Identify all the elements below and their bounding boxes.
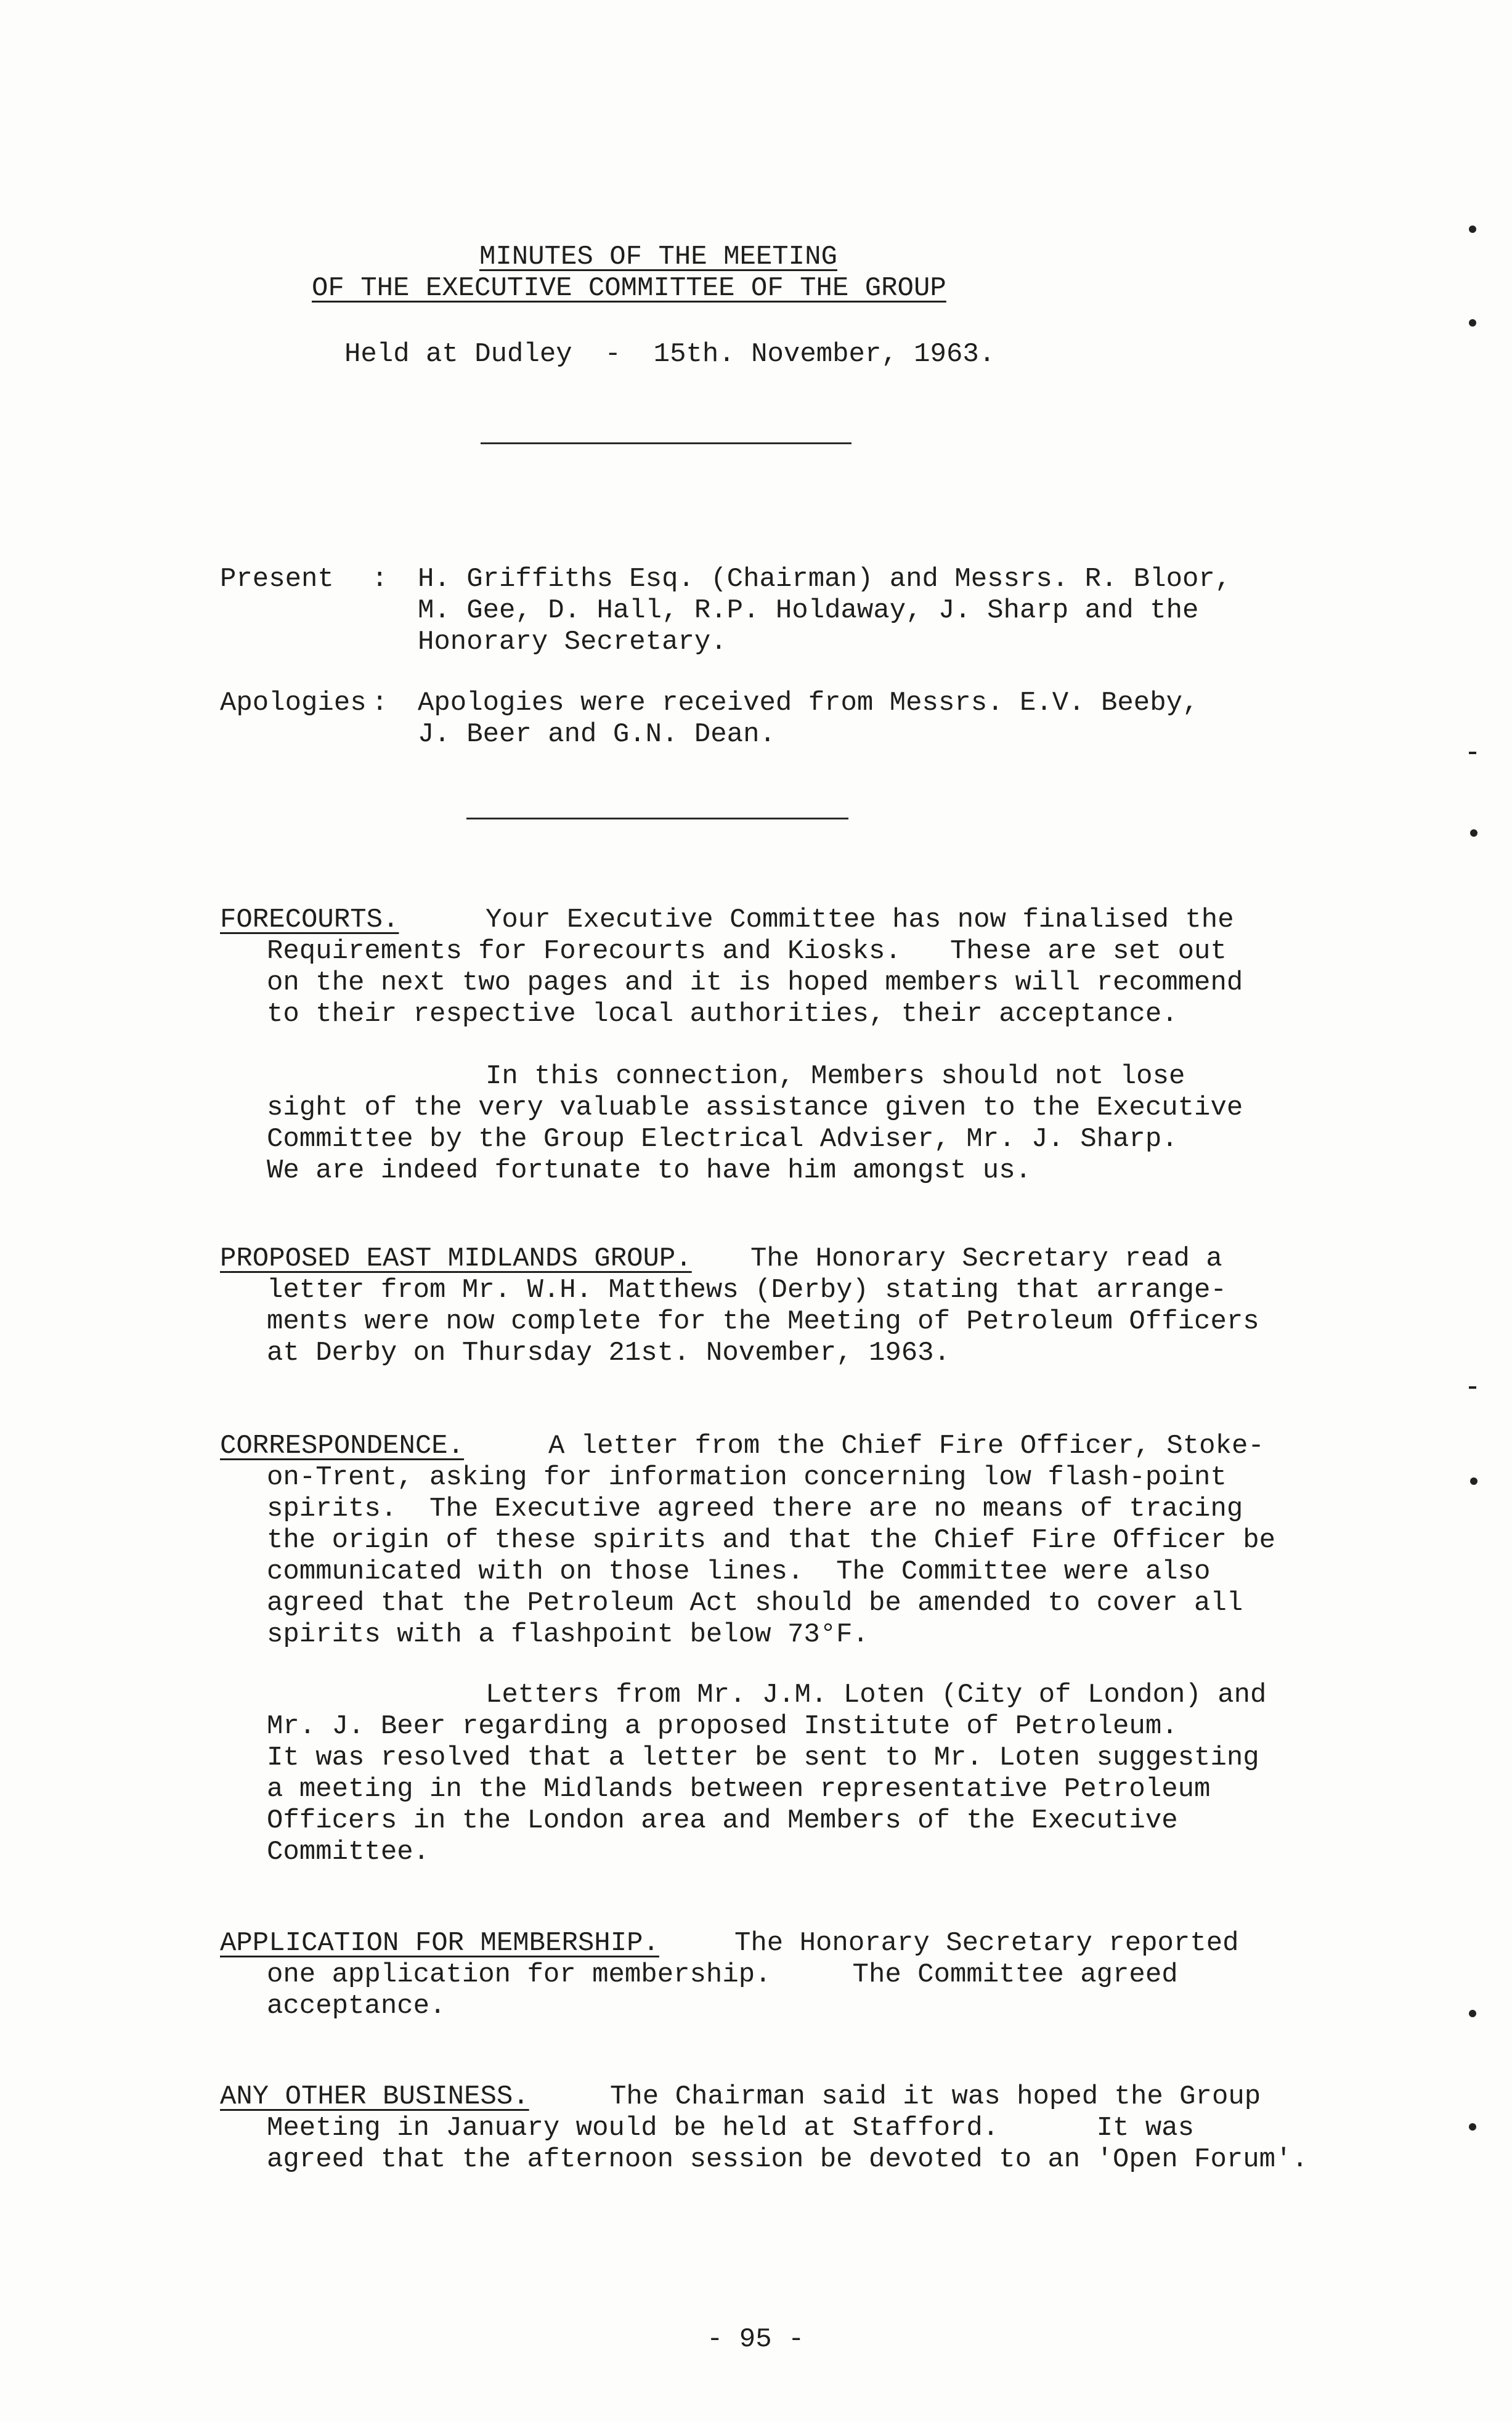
forecourts-line: In this connection, Members should not lose	[486, 1061, 1185, 1092]
membership-line: one application for membership. The Committee agreed	[267, 1959, 1178, 1990]
correspondence-line: agreed that the Petroleum Act should be amended to cover all	[267, 1588, 1243, 1619]
east-midlands-heading: PROPOSED EAST MIDLANDS GROUP.	[220, 1243, 692, 1274]
correspondence-line: Officers in the London area and Members of the Executive	[267, 1805, 1178, 1836]
apologies-colon: :	[372, 688, 388, 718]
correspondence-line: spirits with a flashpoint below 73°F.	[267, 1619, 869, 1650]
correspondence-line: communicated with on those lines. The Committee were also	[267, 1556, 1211, 1587]
scan-mark	[1469, 1386, 1476, 1389]
correspondence-line: Committee.	[267, 1837, 430, 1867]
correspondence-line: It was resolved that a letter be sent to Mr. Loten suggesting	[267, 1742, 1259, 1773]
correspondence-line: on-Trent, asking for information concerning low flash-point	[267, 1462, 1227, 1493]
scan-mark	[1469, 2010, 1476, 2017]
forecourts-line: Your Executive Committee has now finalised the	[486, 904, 1234, 935]
apologies-label: Apologies	[220, 688, 367, 718]
scan-mark	[1470, 1477, 1477, 1485]
present-label: Present	[220, 564, 334, 595]
forecourts-line: We are indeed fortunate to have him amongst us.	[267, 1155, 1032, 1186]
forecourts-line: sight of the very valuable assistance given to the Executive	[267, 1092, 1243, 1123]
present-line: H. Griffiths Esq. (Chairman) and Messrs. R. Bloor,	[418, 564, 1232, 595]
east-midlands-line: The Honorary Secretary read a	[750, 1243, 1222, 1274]
forecourts-line: Requirements for Forecourts and Kiosks. These are set out	[267, 936, 1227, 967]
forecourts-line: Committee by the Group Electrical Adviser, Mr. J. Sharp.	[267, 1124, 1178, 1155]
forecourts-line: to their respective local authorities, their acceptance.	[267, 999, 1178, 1030]
apologies-line: Apologies were received from Messrs. E.V. Beeby,	[418, 688, 1199, 718]
page-number: - 95 -	[707, 2324, 805, 2355]
apologies-line: J. Beer and G.N. Dean.	[418, 719, 776, 750]
scan-mark	[1469, 319, 1476, 327]
correspondence-line: Mr. J. Beer regarding a proposed Institute of Petroleum.	[267, 1711, 1178, 1742]
other-business-line: agreed that the afternoon session be devoted to an 'Open Forum'.	[267, 2144, 1308, 2175]
east-midlands-line: letter from Mr. W.H. Matthews (Derby) stating that arrange-	[267, 1275, 1227, 1306]
membership-line: The Honorary Secretary reported	[734, 1928, 1239, 1959]
title-line-2: OF THE EXECUTIVE COMMITTEE OF THE GROUP	[312, 273, 946, 304]
correspondence-heading: CORRESPONDENCE.	[220, 1431, 465, 1461]
meeting-date-line: Held at Dudley - 15th. November, 1963.	[344, 339, 996, 370]
correspondence-line: A letter from the Chief Fire Officer, Stoke-	[548, 1431, 1264, 1461]
east-midlands-line: at Derby on Thursday 21st. November, 1963.	[267, 1338, 950, 1368]
forecourts-line: on the next two pages and it is hoped members will recommend	[267, 967, 1243, 998]
correspondence-line: spirits. The Executive agreed there are no means of tracing	[267, 1493, 1243, 1524]
title-line-1: MINUTES OF THE MEETING	[479, 242, 837, 272]
correspondence-line: the origin of these spirits and that the Chief Fire Officer be	[267, 1525, 1276, 1556]
scan-mark	[1469, 226, 1476, 233]
present-line: M. Gee, D. Hall, R.P. Holdaway, J. Sharp and the	[418, 595, 1199, 626]
other-business-heading: ANY OTHER BUSINESS.	[220, 2081, 529, 2112]
present-line: Honorary Secretary.	[418, 627, 727, 657]
divider-top	[481, 442, 852, 444]
east-midlands-line: ments were now complete for the Meeting of Petroleum Officers	[267, 1306, 1259, 1337]
correspondence-line: Letters from Mr. J.M. Loten (City of London) and	[486, 1680, 1267, 1710]
membership-heading: APPLICATION FOR MEMBERSHIP.	[220, 1928, 659, 1959]
forecourts-heading: FORECOURTS.	[220, 904, 399, 935]
scan-mark	[1470, 829, 1477, 837]
correspondence-line: a meeting in the Midlands between representative Petroleum	[267, 1774, 1211, 1805]
present-colon: :	[372, 564, 388, 595]
divider-middle	[466, 818, 848, 819]
other-business-line: Meeting in January would be held at Stafford. It was	[267, 2113, 1195, 2144]
scan-mark	[1469, 2123, 1476, 2131]
scan-mark	[1469, 752, 1476, 754]
membership-line: acceptance.	[267, 1991, 446, 2022]
other-business-line: The Chairman said it was hoped the Group	[610, 2081, 1261, 2112]
